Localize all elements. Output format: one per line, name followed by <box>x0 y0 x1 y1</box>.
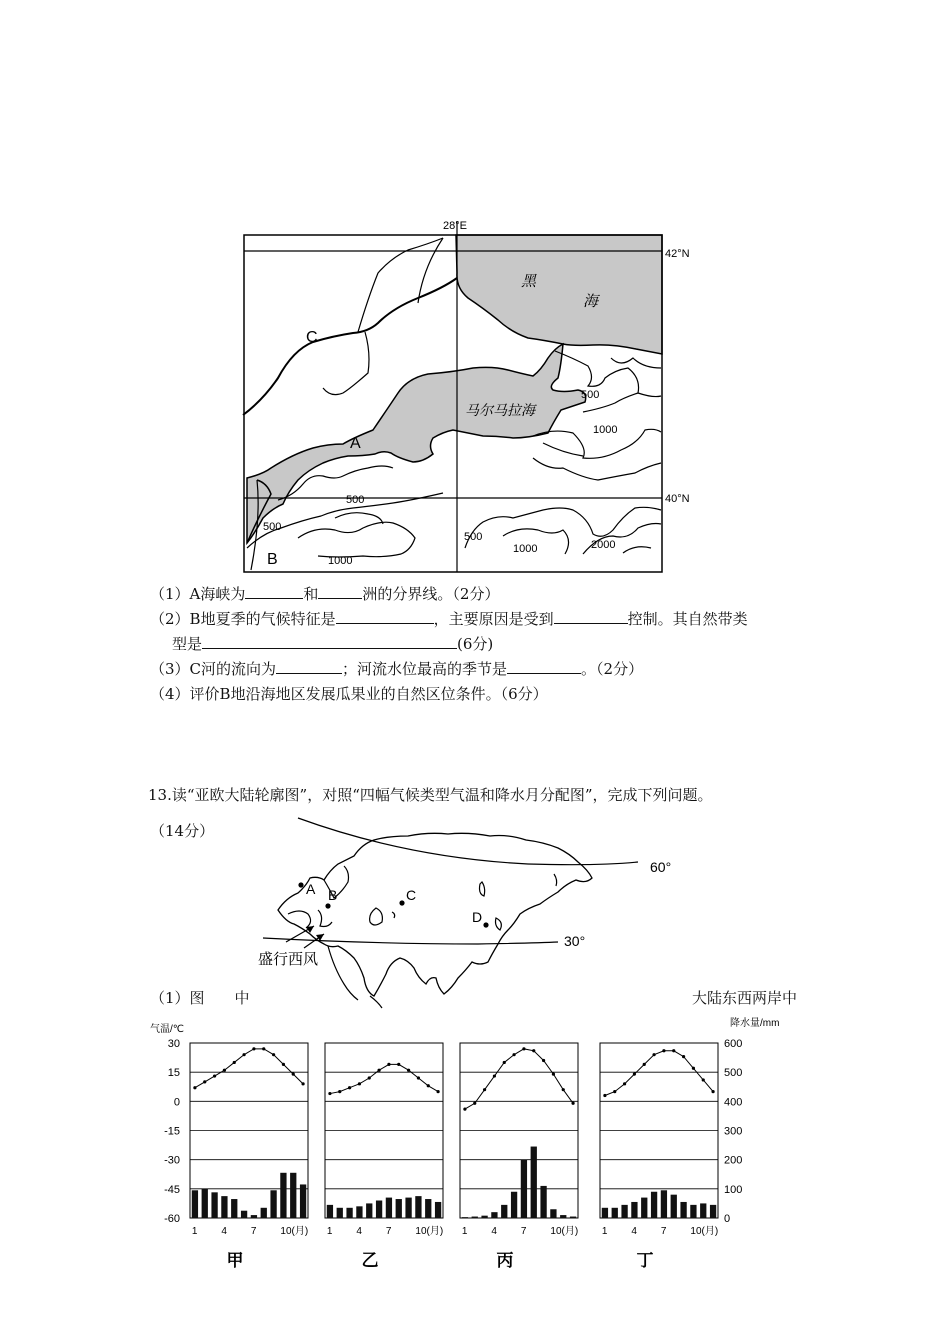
month-tick-label: 4 <box>356 1226 362 1237</box>
precip-bar <box>680 1202 686 1218</box>
river-label-c: C <box>306 329 318 346</box>
temp-point <box>682 1055 685 1058</box>
contour-label: 500 <box>346 494 365 506</box>
temp-point <box>603 1094 606 1097</box>
temp-point <box>473 1102 476 1105</box>
precip-bar <box>570 1217 576 1218</box>
precip-bar <box>405 1198 411 1218</box>
month-tick-label: 10(月) <box>550 1226 579 1237</box>
question-13-stem: 13.读“亚欧大陆轮廓图”，对照“四幅气候类型气温和降水月分配图”，完成下列问题。 <box>148 786 713 804</box>
contour-label: 1000 <box>513 543 538 555</box>
temp-point <box>193 1086 196 1089</box>
temp-point <box>463 1108 466 1111</box>
precip-bar <box>356 1206 362 1218</box>
precip-bar <box>261 1208 267 1218</box>
question-2: （2）B地夏季的气候特征是 ，主要原因是受到 控制。其自然带类 <box>150 610 748 628</box>
precip-bar <box>425 1199 431 1218</box>
climate-charts <box>150 1018 810 1278</box>
precip-bar <box>366 1203 372 1218</box>
temp-point <box>623 1082 626 1085</box>
question-2-cont: 型是 (6分) <box>172 635 494 653</box>
temp-tick-label: 0 <box>173 1096 180 1109</box>
precip-bar <box>280 1173 286 1218</box>
temp-point <box>358 1082 361 1085</box>
precip-bar <box>300 1184 306 1218</box>
temp-point <box>328 1092 331 1095</box>
month-tick-label: 1 <box>326 1226 333 1237</box>
precip-bar <box>710 1205 716 1218</box>
right-axis-label: 降水量/mm <box>730 1018 780 1029</box>
precip-bar <box>386 1198 392 1218</box>
lon-label: 28°E <box>443 220 467 232</box>
lat-60-line <box>298 818 638 865</box>
month-tick-label: 7 <box>250 1226 257 1237</box>
temp-point <box>252 1047 255 1050</box>
temp-point <box>242 1053 245 1056</box>
panel-name: 丙 <box>496 1251 514 1270</box>
temp-point <box>233 1061 236 1064</box>
temp-point <box>512 1053 515 1056</box>
precip-tick-label: 100 <box>724 1183 743 1196</box>
eurasia-map <box>258 818 688 1018</box>
temp-point <box>377 1069 380 1072</box>
question-1: （1）A海峡为 和 洲的分界线。（2分） <box>150 585 500 603</box>
straits-map <box>243 218 690 578</box>
temp-point <box>692 1067 695 1070</box>
panel-name: 乙 <box>361 1251 379 1270</box>
month-tick-label: 4 <box>631 1226 637 1237</box>
temp-point <box>503 1061 506 1064</box>
precip-tick-label: 600 <box>724 1038 743 1050</box>
month-tick-label: 4 <box>221 1226 227 1237</box>
precip-bar <box>211 1192 217 1218</box>
precip-bar <box>462 1217 468 1218</box>
month-tick-label: 7 <box>385 1226 392 1237</box>
temp-point <box>643 1063 646 1066</box>
temp-point <box>571 1102 574 1105</box>
temp-point <box>542 1059 545 1062</box>
lat-bottom-label: 40°N <box>665 493 690 505</box>
precip-bar <box>231 1199 237 1218</box>
precip-bar <box>651 1192 657 1218</box>
precip-bar <box>540 1186 546 1218</box>
month-tick-label: 10(月) <box>415 1226 444 1237</box>
contour-label: 500 <box>464 531 483 543</box>
precip-bar <box>661 1190 667 1218</box>
place-label-b: B <box>267 551 278 568</box>
temp-point <box>662 1049 665 1052</box>
contour-label: 1000 <box>593 424 618 436</box>
temp-tick-label: -45 <box>164 1183 180 1196</box>
lat-30-line <box>263 938 558 944</box>
temp-point <box>282 1063 285 1066</box>
temp-line <box>605 1051 713 1096</box>
temp-tick-label: 15 <box>167 1067 180 1080</box>
temp-point <box>203 1080 206 1083</box>
temp-line <box>330 1064 438 1093</box>
eurasia-outline <box>278 833 592 996</box>
precip-tick-label: 400 <box>724 1096 743 1109</box>
month-tick-label: 7 <box>520 1226 527 1237</box>
temp-point <box>272 1053 275 1056</box>
temp-point <box>702 1078 705 1081</box>
contour-label: 1000 <box>328 555 353 567</box>
point-label-a: A <box>306 881 316 897</box>
precip-bar <box>602 1208 608 1218</box>
temp-point <box>483 1088 486 1091</box>
temp-point <box>301 1082 304 1085</box>
lat-top-label: 42°N <box>665 248 690 260</box>
point-label-d: D <box>472 909 483 925</box>
temp-point <box>338 1090 341 1093</box>
contour-label: 500 <box>581 389 600 401</box>
marmara-label: 马尔马拉海 <box>465 402 535 418</box>
precip-bar <box>472 1217 478 1218</box>
precip-bar <box>631 1202 637 1218</box>
black-sea-label-2: 海 <box>583 293 599 310</box>
precip-bar <box>481 1216 487 1218</box>
precip-bar <box>641 1198 647 1218</box>
temp-point <box>672 1049 675 1052</box>
precip-bar <box>221 1196 227 1218</box>
black-sea-label-1: 黑 <box>521 273 537 290</box>
point-label-c: C <box>406 887 417 903</box>
precip-tick-label: 500 <box>724 1067 743 1080</box>
lat-30-label: 30° <box>564 933 586 949</box>
westerlies-label: 盛行西风 <box>258 951 319 968</box>
precip-bar <box>511 1192 517 1218</box>
precip-bar <box>550 1209 556 1218</box>
precip-bar <box>435 1202 441 1218</box>
contour-label: 2000 <box>591 539 616 551</box>
panel-name: 丁 <box>636 1251 654 1270</box>
precip-bar <box>251 1215 257 1218</box>
precip-bar <box>621 1205 627 1218</box>
temp-point <box>613 1090 616 1093</box>
month-tick-label: 1 <box>191 1226 198 1237</box>
precip-bar <box>396 1199 402 1218</box>
temp-line <box>195 1049 303 1088</box>
temp-point <box>633 1073 636 1076</box>
temp-point <box>436 1090 439 1093</box>
precip-bar <box>327 1205 333 1218</box>
precip-tick-label: 300 <box>724 1125 743 1138</box>
precip-bar <box>415 1196 421 1218</box>
temp-point <box>407 1069 410 1072</box>
precip-bar <box>531 1147 537 1218</box>
precip-bar <box>346 1208 352 1218</box>
temp-line <box>465 1049 573 1109</box>
point-label-b: B <box>328 887 338 903</box>
month-tick-label: 4 <box>491 1226 497 1237</box>
precip-bar <box>612 1208 618 1218</box>
question-4: （4）评价B地沿海地区发展瓜果业的自然区位条件。（6分） <box>150 685 548 703</box>
month-tick-label: 10(月) <box>690 1226 719 1237</box>
contour-label: 500 <box>263 521 282 533</box>
precip-bar <box>241 1211 247 1218</box>
precip-bar <box>560 1215 566 1218</box>
month-tick-label: 1 <box>601 1226 608 1237</box>
month-tick-label: 7 <box>660 1226 667 1237</box>
temp-point <box>223 1069 226 1072</box>
left-axis-label: 气温/℃ <box>150 1024 185 1035</box>
temp-tick-label: 30 <box>167 1038 180 1050</box>
marmara-sea <box>247 344 586 543</box>
precip-bar <box>521 1160 527 1218</box>
temp-point <box>348 1086 351 1089</box>
precip-bar <box>192 1190 198 1218</box>
temp-tick-label: -30 <box>164 1154 180 1167</box>
temp-point <box>711 1090 714 1093</box>
lat-60-label: 60° <box>650 859 672 875</box>
precip-bar <box>290 1173 296 1218</box>
temp-point <box>552 1073 555 1076</box>
temp-point <box>522 1047 525 1050</box>
temp-point <box>652 1053 655 1056</box>
precip-bar <box>202 1189 208 1218</box>
black-sea <box>456 235 662 354</box>
precip-bar <box>671 1195 677 1218</box>
precip-bar <box>270 1190 276 1218</box>
precip-bar <box>376 1201 382 1219</box>
temp-point <box>427 1084 430 1087</box>
precip-tick-label: 0 <box>724 1213 731 1225</box>
panel-name: 甲 <box>226 1251 244 1270</box>
precip-bar <box>491 1212 497 1218</box>
sub-question-1-left: （1）图 中 <box>150 989 250 1007</box>
sub-question-1-right: 大陆东西两岸中 <box>692 989 798 1007</box>
precip-bar <box>337 1208 343 1218</box>
temp-point <box>292 1073 295 1076</box>
temp-point <box>562 1088 565 1091</box>
temp-point <box>213 1074 216 1077</box>
temp-point <box>262 1047 265 1050</box>
question-13-score: （14分） <box>150 822 215 840</box>
temp-point <box>387 1063 390 1066</box>
precip-tick-label: 200 <box>724 1154 743 1167</box>
strait-label-a: A <box>350 435 361 452</box>
temp-tick-label: -60 <box>164 1213 180 1225</box>
temp-point <box>397 1063 400 1066</box>
temp-tick-label: -15 <box>164 1125 180 1138</box>
temp-point <box>368 1076 371 1079</box>
precip-bar <box>501 1205 507 1218</box>
month-tick-label: 10(月) <box>280 1226 309 1237</box>
temp-point <box>493 1074 496 1077</box>
precip-bar <box>700 1203 706 1218</box>
month-tick-label: 1 <box>461 1226 468 1237</box>
temp-point <box>532 1049 535 1052</box>
question-3: （3）C河的流向为 ；河流水位最高的季节是 。（2分） <box>150 660 644 678</box>
temp-point <box>417 1076 420 1079</box>
precip-bar <box>690 1205 696 1218</box>
